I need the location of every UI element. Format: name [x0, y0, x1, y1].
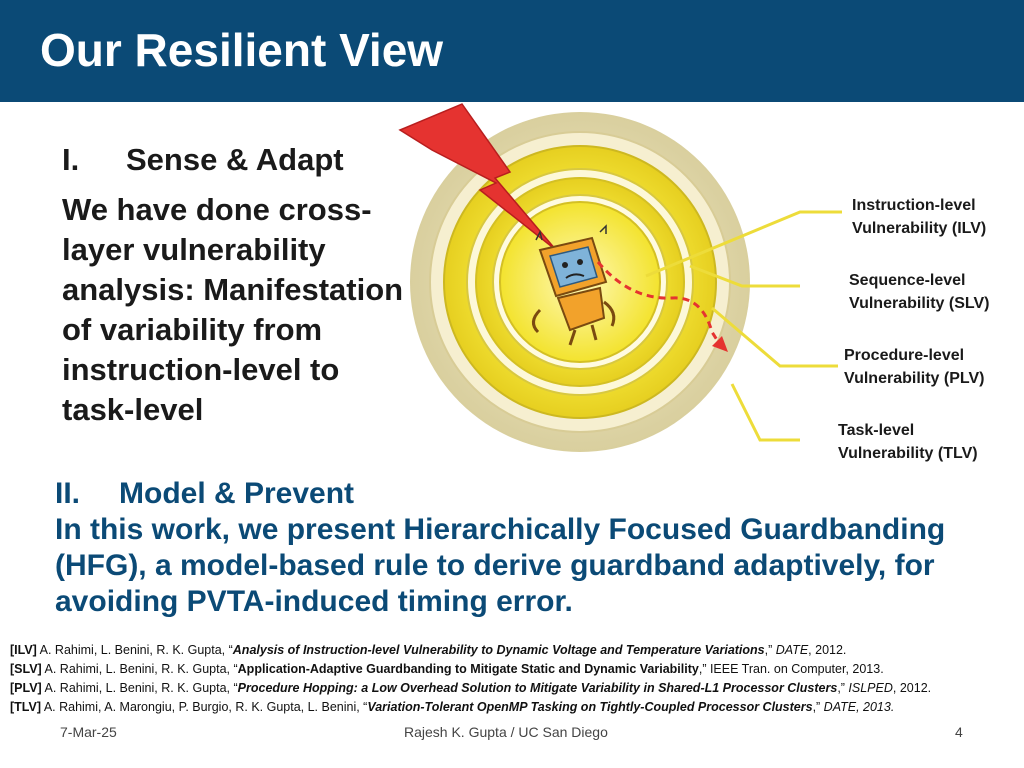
- ref-tail: , 2012.: [808, 643, 847, 657]
- ref-sep: ,”: [698, 662, 710, 676]
- ref-tail: , 2012.: [892, 681, 932, 695]
- ref-title: Procedure Hopping: a Low Overhead Solution to Mitigate Variability in Shared-L1 Processor Clusters: [237, 681, 838, 695]
- references: [10, 641, 1020, 717]
- reference-slv: [10, 660, 1020, 679]
- ref-title: Application-Adaptive Guardbanding to Mitigate Static and Dynamic Variability: [237, 662, 699, 676]
- ref-venue: DATE, 2013.: [823, 700, 895, 714]
- section2-line: avoiding PVTA-induced timing error.: [55, 585, 573, 618]
- slide-title: Our Resilient View: [40, 24, 444, 76]
- label-slv-line2: Vulnerability (SLV): [849, 295, 990, 312]
- reference-ilv: [10, 641, 1020, 660]
- label-ilv-line1: Instruction-level: [852, 197, 976, 214]
- ref-tail: , 2013.: [845, 662, 884, 676]
- section1-line: We have done cross-: [62, 192, 372, 227]
- section1-line: of variability from: [62, 312, 323, 347]
- ref-authors: A. Rahimi, L. Benini, R. K. Gupta, “: [39, 643, 233, 657]
- ref-sep: ,”: [837, 681, 849, 695]
- ref-authors: A. Rahimi, L. Benini, R. K. Gupta, “: [44, 681, 238, 695]
- label-ilv-line2: Vulnerability (ILV): [852, 220, 987, 237]
- leader-tlv: [732, 384, 800, 440]
- section1-line: instruction-level to: [62, 352, 340, 387]
- ref-sep: ,”: [764, 643, 776, 657]
- ref-venue: ISLPED: [848, 681, 893, 695]
- ref-venue: DATE: [775, 643, 809, 657]
- label-plv-line1: Procedure-level: [844, 347, 965, 364]
- section2-heading-text: Model & Prevent: [119, 477, 355, 510]
- label-plv: [844, 344, 984, 390]
- label-slv: [849, 269, 989, 315]
- section2-numeral: II.: [55, 477, 81, 510]
- section2-line: In this work, we present Hierarchically Focused Guardbanding: [55, 513, 946, 546]
- label-tlv-line1: Task-level: [838, 422, 915, 439]
- ref-authors: A. Rahimi, A. Marongiu, P. Burgio, R. K. Gupta, L. Benini, “: [43, 700, 368, 714]
- label-tlv: [838, 419, 978, 465]
- section1-numeral: I.: [62, 142, 80, 177]
- section1-line: analysis: Manifestation: [62, 272, 404, 307]
- footer-author: Rajesh K. Gupta / UC San Diego: [404, 724, 608, 740]
- section2-heading: [55, 476, 1015, 512]
- footer-date: 7-Mar-25: [60, 724, 117, 740]
- section-model-prevent: [55, 476, 1015, 620]
- section1-heading-text: Sense & Adapt: [126, 142, 344, 177]
- reference-plv: [10, 679, 1020, 698]
- label-ilv: [852, 194, 986, 240]
- ref-tag: [ILV]: [10, 643, 37, 657]
- ref-sep: ,”: [812, 700, 824, 714]
- ref-title: Variation-Tolerant OpenMP Tasking on Tightly-Coupled Processor Clusters: [367, 700, 813, 714]
- ref-tag: [SLV]: [10, 662, 42, 676]
- ref-tag: [PLV]: [10, 681, 42, 695]
- label-slv-line1: Sequence-level: [849, 272, 966, 289]
- ref-authors: A. Rahimi, L. Benini, R. K. Gupta, “: [44, 662, 238, 676]
- section1-line: layer vulnerability: [62, 232, 326, 267]
- label-plv-line2: Vulnerability (PLV): [844, 370, 985, 387]
- ref-venue: IEEE Tran. on Computer: [709, 662, 846, 676]
- footer-page-number: 4: [955, 724, 963, 740]
- section1-line: task-level: [62, 392, 204, 427]
- section2-line: (HFG), a model-based rule to derive guardband adaptively, for: [55, 549, 935, 582]
- ref-title: Analysis of Instruction-level Vulnerability to Dynamic Voltage and Temperature Variations: [232, 643, 765, 657]
- reference-tlv: [10, 698, 1020, 717]
- ref-tag: [TLV]: [10, 700, 42, 714]
- label-tlv-line2: Vulnerability (TLV): [838, 445, 978, 462]
